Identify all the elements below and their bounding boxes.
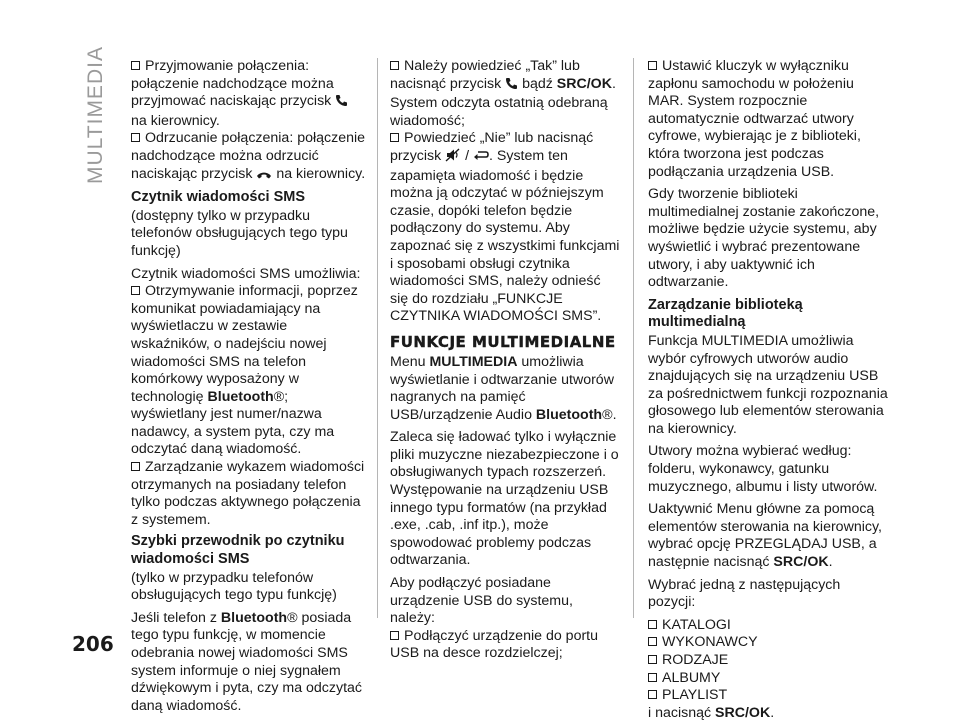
bullet-box-icon (131, 286, 140, 295)
paragraph: Jeśli telefon z Bluetooth® posiada tego typu funkcję, w momencie odebrania nowej wiadomości SMS system informuje o niej sygnałem dźwiękowym i pyta, czy ma odczytać daną wiadomość. (131, 609, 363, 714)
heading-sms-reader: Czytnik wiadomości SMS (131, 189, 306, 206)
paragraph: Gdy tworzenie biblioteki multimedialnej zostanie zakończone, możliwe będzie użycie systemu, aby wyświetlić i wybrać prezentowane utwory, i aby uaktywnić ich odtwarzanie. (648, 186, 880, 291)
paragraph: (tylko w przypadku telefonów obsługujących tego typu funkcję) (131, 569, 337, 604)
column-1 (131, 58, 366, 720)
paragraph: i nacisnąć SRC/OK. (648, 704, 775, 721)
list-item: KATALOGI (648, 617, 888, 635)
column-3 (648, 58, 888, 722)
page-number: 206 (72, 632, 114, 656)
paragraph: Menu MULTIMEDIA umożliwia wyświetlanie i odtwarzanie utworów nagranych na pamięć USB/urządzenie Audio Bluetooth®. (390, 353, 617, 423)
paragraph: Utwory można wybierać według: folderu, wykonawcy, gatunku muzycznego, albumu i listy utworów. (648, 443, 878, 495)
bullet-manage-list: Zarządzanie wykazem wiadomości otrzymanych na posiadany telefon tylko podczas aktywnego połączenia z systemem. (131, 459, 365, 528)
phone-answer-icon (505, 77, 518, 96)
bullet-box-icon (390, 61, 399, 70)
paragraph: Czytnik wiadomości SMS umożliwia: (131, 265, 361, 282)
bullet-say-yes: Należy powiedzieć „Tak” lub nacisnąć przycisk bądź SRC/OK. System odczyta ostatnią odebraną wiadomość; (390, 58, 616, 129)
bullet-box-icon (131, 133, 140, 142)
paragraph: Wybrać jedną z następujących pozycji: (648, 576, 841, 611)
bullet-box-icon (648, 690, 657, 699)
paragraph: Aby podłączyć posiadane urządzenie USB do systemu, należy: (390, 575, 573, 627)
heading-sms-quick-guide: Szybki przewodnik po czytniku wiadomości SMS (131, 533, 345, 568)
column-divider (377, 58, 378, 618)
paragraph: (dostępny tylko w przypadku telefonów obsługujących tego typu funkcję) (131, 207, 348, 259)
bullet-box-icon (390, 631, 399, 640)
mute-icon (445, 148, 461, 168)
bullet-box-icon (390, 133, 399, 142)
bullet-set-key: Ustawić kluczyk w wyłączniku zapłonu samochodu w położeniu MAR. System rozpocznie automatycznie odtwarzać utwory cyfrowe, wybierając je z biblioteki, która tworzona jest podczas podłączania urządzenia USB. (648, 58, 861, 180)
heading-multimedia-functions: FUNKCJE MULTIMEDIALNE (390, 332, 616, 351)
paragraph: Zaleca się ładować tylko i wyłącznie pliki muzyczne niezabezpieczone i o obsługiwanych typach rozszerzeń. Występowanie na urządzeniu USB innego typu formatów (na przykład .exe, .cab, .inf itp.), może spowodować problemy podczas odtwarzania. (390, 429, 619, 569)
bullet-box-icon (131, 462, 140, 471)
paragraph: Funkcja MULTIMEDIA umożliwia wybór cyfrowych utworów audio znajdujących się na urządzeniu USB za pośrednictwem funkcji rozpoznania głosowego lub elementów sterowania na kierownicy. (648, 332, 888, 437)
list-item: RODZAJE (648, 652, 888, 670)
bullet-box-icon (648, 61, 657, 70)
phone-hangup-icon (256, 168, 272, 186)
bullet-box-icon (648, 637, 657, 646)
back-arrow-icon (473, 150, 489, 168)
list-item: WYKONAWCY (648, 634, 888, 652)
bullet-say-no: Powiedzieć „Nie” lub nacisnąć przycisk / . System ten zapamięta wiadomość i będzie można ją odczytać w późniejszym czasie, dopóki telefon będzie podłączony do systemu. Aby zapoznać się z wszystkimi funkcjami i sposobami obsługi czytnika wiadomości SMS, należy odnieść się do rozdziału „FUNKCJE CZYTNIKA WIADOMOŚCI SMS”. (390, 130, 620, 325)
bullet-box-icon (648, 655, 657, 664)
bullet-box-icon (648, 673, 657, 682)
paragraph: Uaktywnić Menu główne za pomocą elementów sterowania na kierownicy, wybrać opcję PRZEGLĄDAJ USB, a następnie nacisnąć SRC/OK. (648, 501, 882, 571)
bullet-box-icon (648, 620, 657, 629)
bullet-box-icon (131, 61, 140, 70)
column-2 (390, 58, 620, 663)
section-side-label: MULTIMEDIA (84, 46, 107, 184)
phone-answer-icon (335, 94, 348, 113)
option-list (648, 617, 888, 722)
bullet-reject-call: Odrzucanie połączenia: połączenie nadchodzące można odrzucić naciskając przycisk na kierownicy. (131, 130, 366, 185)
heading-library-management: Zarządzanie biblioteką multimedialną (648, 296, 803, 331)
list-item: ALBUMY (648, 670, 888, 688)
bullet-answer-call: Przyjmowanie połączenia: połączenie nadchodzące można przyjmować naciskając przycisk na kierownicy. (131, 58, 366, 130)
bullet-receive-info: Otrzymywanie informacji, poprzez komunikat powiadamiający na wyświetlaczu w zestawie wskaźników, o nadejściu nowej wiadomości SMS na telefon komórkowy wyposażony w technologię Bluetooth®; wyświetlany jest numer/nazwa nadawcy, a system pyta, czy ma odczytać daną wiadomość. (131, 283, 358, 458)
bullet-connect-usb: Podłączyć urządzenie do portu USB na desce rozdzielczej; (390, 627, 599, 662)
list-item: PLAYLIST (648, 687, 888, 705)
column-divider (633, 58, 634, 618)
